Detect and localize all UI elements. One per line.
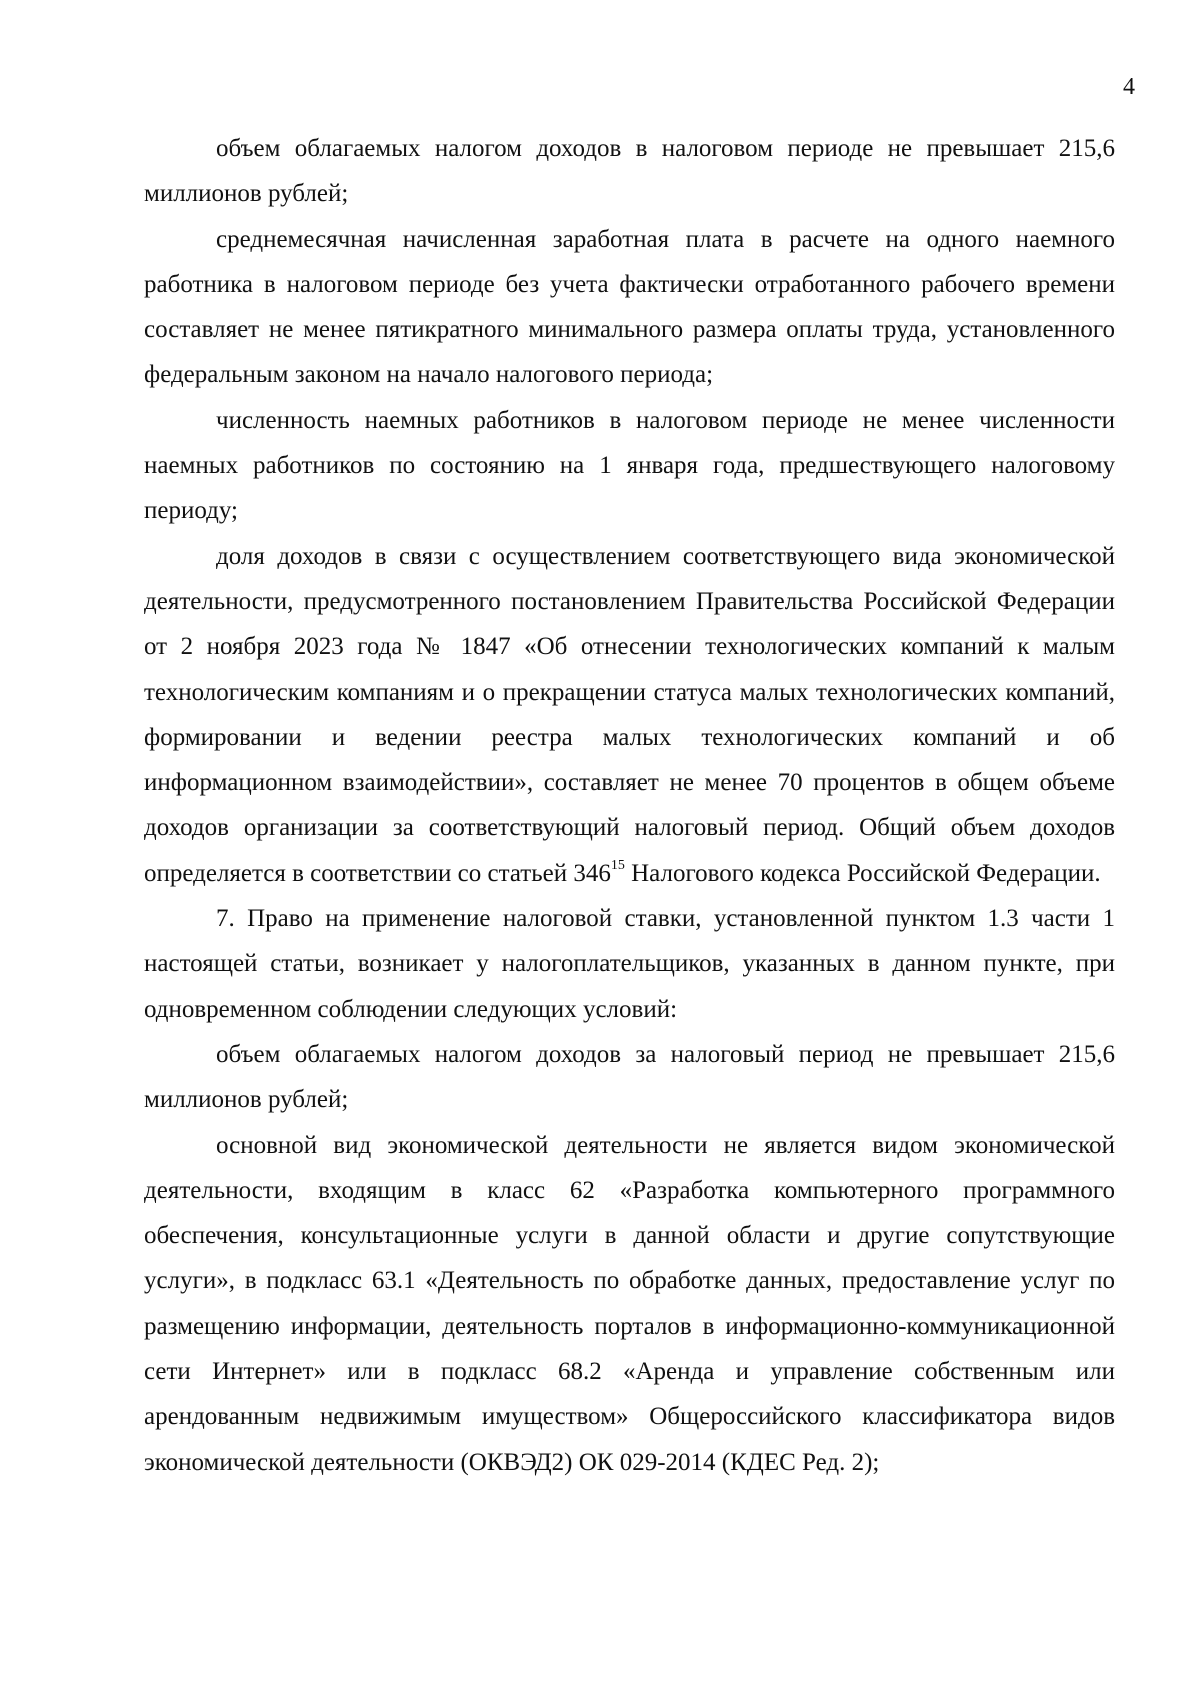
paragraph-item-7: 7. Право на применение налоговой ставки, установленной пунктом 1.3 части 1 настоящей статьи, возникает у налогоплательщиков, указанных в данном пункте, при одновременном соблюдении следующих условий: <box>144 905 1115 1023</box>
page-number: 4 <box>1123 74 1135 100</box>
paragraph-income-share <box>144 534 1115 896</box>
paragraph-income-share-text: доля доходов в связи с осуществлением соответствующего вида экономической деятельности, предусмотренного постановлением Правительства Российской Федерации от 2 ноября 2023 года № 1847 «Об отнесении технологических компаний к малым технологическим компаниям и о прекращении статуса малых технологических компаний, формировании и ведении реестра малых технологических компаний и об информационном взаимодействии», составляет не менее 70 процентов в общем объеме доходов организации за соответствующий налоговый период. Общий объем доходов определяется в соответствии со статьей 346 <box>144 542 1115 887</box>
document-body <box>144 126 1115 1485</box>
paragraph-income-limit-2: объем облагаемых налогом доходов за налоговый период не превышает 215,6 миллионов рублей; <box>144 1040 1115 1114</box>
paragraph-employee-count: численность наемных работников в налоговом периоде не менее численности наемных работников по состоянию на 1 января года, предшествующего налоговому периоду; <box>144 406 1115 525</box>
paragraph-income-limit: объем облагаемых налогом доходов в налоговом периоде не превышает 215,6 миллионов рублей; <box>144 135 1115 208</box>
paragraph-average-salary: среднемесячная начисленная заработная плата в расчете на одного наемного работника в налоговом периоде без учета фактически отработанного рабочего времени составляет не менее пятикратного минимального размера оплаты труда, установленного федеральным законом на начало налогового периода; <box>144 225 1115 389</box>
paragraph-income-share-tail: Налогового кодекса Российской Федерации. <box>624 859 1101 887</box>
article-superscript: 15 <box>610 858 625 874</box>
paragraph-activity-type: основной вид экономической деятельности не является видом экономической деятельности, входящим в класс 62 «Разработка компьютерного программного обеспечения, консультационные услуги в данной области и другие сопутствующие услуги», в подкласс 63.1 «Деятельность по обработке данных, предоставление услуг по размещению информации, деятельность порталов в информационно-коммуникационной сети Интернет» или в подкласс 68.2 «Аренда и управление собственным или арендованным недвижимым имуществом» Общероссийского классификатора видов экономической деятельности (ОКВЭД2) ОК 029-2014 (КДЕС Ред. 2); <box>144 1131 1115 1476</box>
